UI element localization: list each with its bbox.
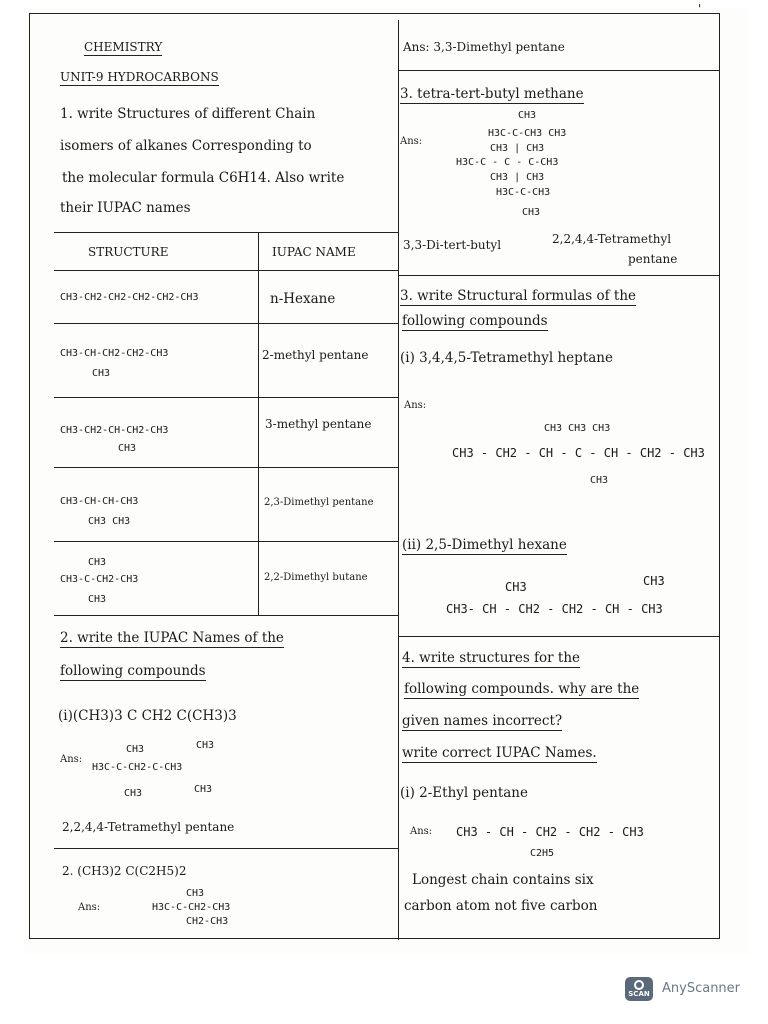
table-col-divider — [258, 232, 259, 615]
unit-heading: UNIT-9 HYDROCARBONS — [60, 70, 219, 84]
structure-text: CH2-CH3 — [186, 916, 229, 927]
q2-title: following compounds — [60, 663, 206, 679]
q3-part-ii: (ii) 2,5-Dimethyl hexane — [402, 537, 567, 553]
structure-cell: CH3-CH-CH-CH3 — [60, 496, 139, 507]
q4-line: write correct IUPAC Names. — [402, 745, 597, 761]
structure-text: CH3 - CH2 - CH - C - CH - CH2 - CH3 — [452, 446, 705, 460]
rule — [54, 323, 398, 324]
q4-line: given names incorrect? — [402, 713, 563, 729]
q3-title: following compounds — [402, 313, 548, 329]
structure-text: CH3 — [590, 475, 609, 486]
ans-label: Ans: — [78, 902, 101, 913]
structure-cell: CH3 CH3 — [88, 516, 131, 527]
structure-text: CH3 — [505, 580, 527, 594]
structure-text: C2H5 — [530, 848, 555, 859]
structure-cell: CH3 — [88, 557, 107, 568]
table-header-structure: STRUCTURE — [88, 245, 169, 259]
reason-line: Longest chain contains six — [412, 872, 594, 888]
answer-text: 2,2,4,4-Tetramethyl pentane — [62, 820, 235, 834]
structure-text: CH3 - CH - CH2 - CH2 - CH3 — [456, 825, 644, 839]
rule — [54, 615, 398, 616]
structure-text: CH3 — [186, 888, 205, 899]
structure-cell: CH3-C-CH2-CH3 — [60, 574, 139, 585]
structure-cell: CH3 — [118, 443, 137, 454]
table-header-name: IUPAC NAME — [272, 245, 356, 259]
q1-line: isomers of alkanes Corresponding to — [60, 138, 312, 154]
iupac-name-cell: 3-methyl pentane — [265, 417, 372, 431]
structure-text: H3C-C-CH3 — [496, 187, 551, 198]
structure-text: CH3 — [194, 784, 213, 795]
rule — [398, 636, 720, 637]
structure-cell: CH3 — [92, 368, 111, 379]
structure-cell: CH3 — [88, 594, 107, 605]
q1-line: 1. write Structures of different Chain — [60, 106, 316, 122]
logo-text: SCAN — [628, 990, 650, 998]
iupac-name-cell: 2-methyl pentane — [262, 348, 369, 362]
brand-name: AnyScanner — [662, 981, 741, 996]
structure-cell: CH3-CH-CH2-CH2-CH3 — [60, 348, 169, 359]
q2-title: 2. write the IUPAC Names of the — [60, 630, 284, 646]
structure-text: CH3 — [126, 744, 145, 755]
structure-cell: CH3-CH2-CH2-CH2-CH2-CH3 — [60, 292, 199, 303]
answer-text: 2,2,4,4-Tetramethyl — [552, 232, 672, 246]
rule — [398, 275, 720, 276]
structure-text: H3C-C-CH2-C-CH3 — [92, 762, 183, 773]
structure-text: CH3 — [196, 740, 215, 751]
rule — [54, 270, 398, 271]
structure-text: H3C-C-CH2-CH3 — [152, 902, 231, 913]
rule — [54, 848, 398, 849]
answer-text: 3,3-Di-tert-butyl — [403, 238, 502, 252]
q1-line: their IUPAC names — [60, 200, 191, 216]
q3a-title: 3. tetra-tert-butyl methane — [400, 86, 584, 102]
structure-text: CH3 | CH3 — [490, 143, 545, 154]
iupac-name-cell: 2,2-Dimethyl butane — [264, 572, 368, 583]
answer-text: pentane — [628, 252, 678, 266]
structure-text: CH3- CH - CH2 - CH2 - CH - CH3 — [446, 602, 663, 616]
ans-label: Ans: — [400, 136, 423, 147]
q4-part-i: (i) 2-Ethyl pentane — [400, 785, 528, 801]
scanner-logo-icon — [625, 977, 653, 1001]
q3-title: 3. write Structural formulas of the — [400, 288, 636, 304]
ans-label: Ans: — [410, 826, 433, 837]
structure-text: CH3 CH3 CH3 — [544, 423, 611, 434]
q2-part-i: (i)(CH3)3 C CH2 C(CH3)3 — [58, 708, 237, 724]
iupac-name-cell: n-Hexane — [270, 291, 336, 307]
rule — [54, 467, 398, 468]
iupac-name-cell: 2,3-Dimethyl pentane — [264, 497, 374, 508]
structure-text: H3C-C - C - C-CH3 — [456, 157, 559, 168]
q4-line: 4. write structures for the — [402, 650, 581, 666]
ans-label: Ans: — [60, 754, 83, 765]
rule — [54, 397, 398, 398]
structure-text: CH3 | CH3 — [490, 172, 545, 183]
rule — [54, 541, 398, 542]
structure-text: H3C-C-CH3 CH3 — [488, 128, 567, 139]
structure-text: CH3 — [124, 788, 143, 799]
structure-text: CH3 — [522, 207, 541, 218]
structure-text: CH3 — [643, 574, 665, 588]
q3-part-i: (i) 3,4,4,5-Tetramethyl heptane — [400, 350, 613, 366]
q2-part-2: 2. (CH3)2 C(C2H5)2 — [62, 864, 187, 878]
reason-line: carbon atom not five carbon — [404, 898, 598, 914]
answer-text: Ans: 3,3-Dimethyl pentane — [403, 40, 565, 54]
page-mark: ' — [698, 2, 702, 16]
rule — [398, 70, 720, 71]
column-divider — [398, 20, 399, 940]
rule — [54, 232, 398, 233]
q1-line: the molecular formula C6H14. Also write — [62, 170, 345, 186]
scanner-footer — [0, 958, 768, 1024]
ans-label: Ans: — [404, 400, 427, 411]
subject-heading: CHEMISTRY — [84, 40, 163, 54]
q4-line: following compounds. why are the — [404, 681, 640, 697]
camera-lens-icon — [634, 980, 644, 990]
structure-text: CH3 — [518, 110, 537, 121]
structure-cell: CH3-CH2-CH-CH2-CH3 — [60, 425, 169, 436]
